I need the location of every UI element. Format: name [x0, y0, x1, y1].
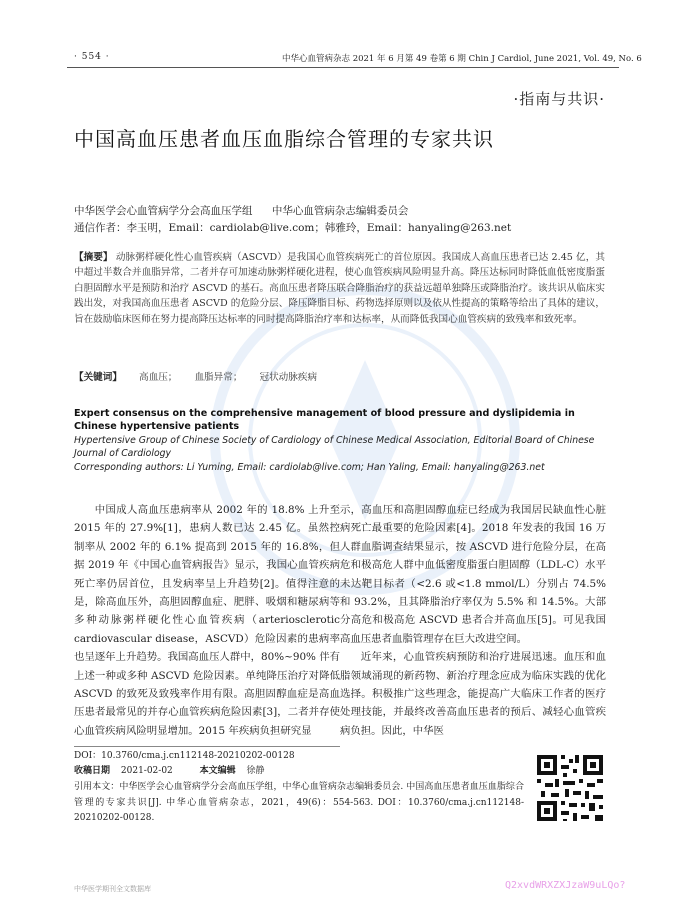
body-paragraph: 示，高血压和高胆固醇血症已经成为我国居民缺血性心脏病死亡最重要的危险因素[4]。2018 年发表的我国 16 万人群血脂调查结果显示，按 ASCVD 进行危险分层，在高危和极高危人群中血低密度脂蛋白胆固醇（LDL-C）水平未达靶目标者（<2.6 或<1.8 mmol/L）分别占 74.5% 和 93.2%，且其降脂治疗率仅为 5.5% 和 14.5%。大部分高危和极高危 ASCVD 患者合并高血压[5]。可见我国高血压患者血脂管理存在巨大改进空间。 — [340, 504, 606, 645]
editor-name: 徐静 — [246, 766, 265, 776]
english-title: Expert consensus on the comprehensive management of blood pressure and dyslipidemia in Chinese hypertensive patients — [74, 408, 575, 432]
body-column-left — [74, 501, 340, 740]
body-paragraph: 中国成人高血压患病率从 2002 年的 18.8% 上升至 2015 年的 27.9%[1]，患病人数已达 2.45 亿。虽然控制率从 2002 年的 6.1% 提高到 2015 年的 16.8%，但据 2019 年《中国心血管病报告》显示，我国心血管疾病死亡率仍居首位，且发病率呈上升趋势[2]。值得注意的是，除高血压外，高胆固醇血症、肥胖、吸烟和糖尿病等多种动脉粥样硬化性心血管疾病（arteriosclerotic cardiovascular disease，ASCVD）危险因素的患病率也呈逐年上升趋势。我国高血压人群中，80%~90% 伴有上述一种或多种 ASCVD 危险因素。单纯降压治疗对降低 ASCVD 的致死及致残率作用有限。高胆固醇血症是高血压患者最常见的并存心血管疾病危险因素[3]，二者并存使心血管疾病风险明显增加。2015 年疾病负担研究显 — [74, 504, 341, 737]
editor-label: 本文编辑 — [199, 766, 236, 776]
received-date: 2021-02-02 — [120, 766, 173, 776]
page-number: · 554 · — [74, 52, 110, 62]
keyword: 高血压； — [139, 372, 178, 383]
database-logo: 中华医学期刊全文数据库 — [74, 885, 151, 893]
english-corresponding: Corresponding authors: Li Yuming, Email: cardiolab@live.com; Han Yaling, Email: hanyaling@263.net — [74, 462, 545, 473]
citation: 引用本文：中华医学会心血管病学分会高血压学组，中华心血管病杂志编辑委员会. 中国高血压患者血压血脂综合管理的专家共识[J]. 中华心血管病杂志，2021，49(6)：554-563. DOI：10.3760/cma.j.cn112148-20210202-00128. — [74, 782, 524, 823]
body-column-right — [340, 501, 606, 740]
header-rule — [67, 67, 619, 68]
corresponding-authors: 通信作者：李玉明，Email：cardiolab@live.com；韩雅玲，Email：hanyaling@263.net — [74, 222, 512, 234]
journal-header: 中华心血管病杂志 2021 年 6 月第 49 卷第 6 期 Chin J Cardiol, June 2021, Vol. 49, No. 6 — [282, 54, 642, 64]
author-groups — [74, 203, 424, 218]
body-paragraph: 近年来，心血管疾病预防和治疗进展迅速。血压和血脂领域涌现的新药物、新治疗理念应成为临床实践的优化选择。积极推广这些理念，能提高广大临床工作者的医疗处理技能，并最终改善高血压患者的预后、减轻心血管疾病负担。因此，中华医 — [340, 651, 606, 737]
english-author-group: Hypertensive Group of Chinese Society of Cardiology of Chinese Medical Association, Editorial Board of Chinese Journal of Cardiology — [74, 435, 595, 459]
author-group-1: 中华医学会心血管病学分会高血压学组 — [74, 205, 253, 217]
abstract-text: 动脉粥样硬化性心血管疾病（ASCVD）是我国心血管疾病死亡的首位原因。我国成人高血压患者已达 2.45 亿，其中超过半数合并血脂异常，二者并存可加速动脉粥样硬化进程，使心血管疾病风险明显升高。降压达标同时降低血低密度脂蛋白胆固醇水平是预防和治疗 ASCVD 的基石。高血压患者降压联合降脂治疗的获益远超单独降压或降脂治疗。该共识从临床实践出发，对我国高血压患者 ASCVD 的危险分层、降压降脂目标、药物选择原则以及依从性提高的策略等给出了具体的建议，旨在鼓励临床医师在努力提高降压达标率的同时提高降脂治疗率和达标率，从而降低我国心血管疾病的致残率和致死率。 — [74, 252, 605, 325]
keywords-label: 【关键词】 — [74, 372, 122, 383]
author-group-2: 中华心血管病杂志编辑委员会 — [271, 205, 409, 217]
keyword: 血脂异常； — [194, 372, 243, 383]
keyword: 冠状动脉疾病 — [259, 372, 318, 383]
watermark-code: Q2xvdWRXZXJzaW9uLQo? — [505, 880, 626, 891]
doi: DOI：10.3760/cma.j.cn112148-20210202-00128 — [74, 751, 295, 761]
received-label: 收稿日期 — [74, 766, 111, 776]
footnote-rule — [74, 746, 340, 747]
keywords — [74, 369, 317, 383]
article-title: 中国高血压患者血压血脂综合管理的专家共识 — [74, 127, 494, 151]
abstract — [74, 250, 605, 327]
qr-code-icon — [535, 753, 605, 843]
abstract-label: 【摘要】 — [74, 252, 113, 263]
received-and-editor — [74, 765, 265, 779]
section-tag: ·指南与共识· — [513, 90, 605, 108]
